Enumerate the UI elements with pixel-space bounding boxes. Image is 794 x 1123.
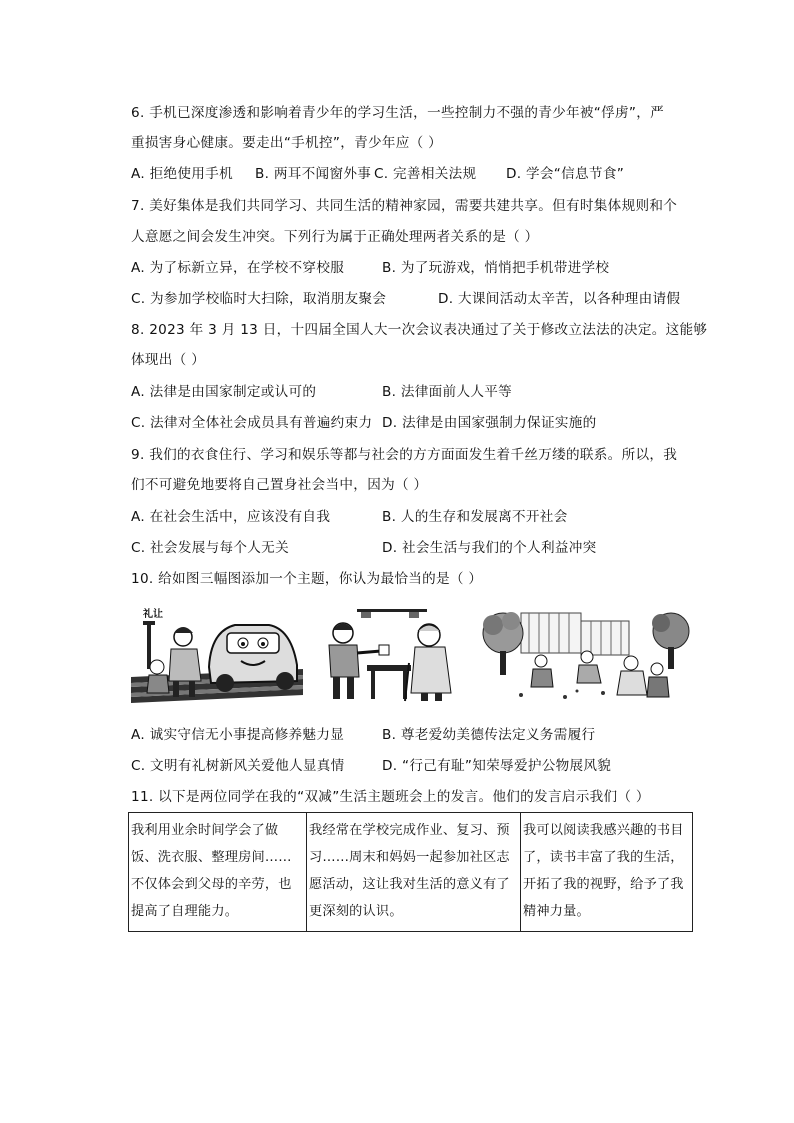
q6-option-b[interactable]: B. 两耳不闻窗外事 — [255, 166, 372, 182]
q8-option-a[interactable]: A. 法律是由国家制定或认可的 — [131, 384, 317, 400]
q6-option-d[interactable]: D. 学会“信息节食” — [506, 166, 625, 182]
q10-option-b[interactable]: B. 尊老爱幼美德传法定义务需履行 — [382, 727, 596, 743]
q11-stem: 11. 以下是两位同学在我的“双减”生活主题班会上的发言。他们的发言启示我们（ ） — [131, 789, 650, 805]
q11-statements-table — [128, 812, 693, 932]
q9-option-a[interactable]: A. 在社会生活中，应该没有自我 — [131, 509, 331, 525]
statement-cell-1: 我利用业余时间学会了做饭、洗衣服、整理房间……不仅体会到父母的辛劳，也提高了自理能力。 — [129, 813, 307, 932]
q6-option-c[interactable]: C. 完善相关法规 — [374, 166, 477, 182]
figure-help-elderly — [321, 603, 461, 705]
q10-option-a[interactable]: A. 诚实守信无小事提高修养魅力显 — [131, 727, 345, 743]
q7-option-b[interactable]: B. 为了玩游戏，悄悄把手机带进学校 — [382, 260, 610, 276]
q6-option-a[interactable]: A. 拒绝使用手机 — [131, 166, 233, 182]
table-row — [129, 813, 693, 932]
q10-option-c[interactable]: C. 文明有礼树新风关爱他人显真情 — [131, 758, 345, 774]
statement-cell-2: 我经常在学校完成作业、复习、预习……周末和妈妈一起参加社区志愿活动，这让我对生活的意义有了更深刻的认识。 — [307, 813, 521, 932]
figure-crosswalk-car — [131, 603, 303, 705]
q8-option-d[interactable]: D. 法律是由国家强制力保证实施的 — [382, 415, 597, 431]
q8-stem-line2: 体现出（ ） — [131, 352, 206, 368]
q9-option-d[interactable]: D. 社会生活与我们的个人利益冲突 — [382, 540, 597, 556]
q9-option-c[interactable]: C. 社会发展与每个人无关 — [131, 540, 289, 556]
q10-option-d[interactable]: D. “行己有耻”知荣辱爱护公物展风貌 — [382, 758, 612, 774]
q7-stem-line1: 7. 美好集体是我们共同学习、共同生活的精神家园，需要共建共享。但有时集体规则和个 — [131, 198, 678, 214]
q9-stem-line1: 9. 我们的衣食住行、学习和娱乐等都与社会的方方面面发生着千丝万缕的联系。所以，我 — [131, 447, 678, 463]
q7-option-d[interactable]: D. 大课间活动太辛苦，以各种理由请假 — [438, 291, 681, 307]
statement-cell-3: 我可以阅读我感兴趣的书目了，读书丰富了我的生活，开拓了我的视野，给予了我精神力量。 — [521, 813, 693, 932]
q7-option-a[interactable]: A. 为了标新立异，在学校不穿校服 — [131, 260, 345, 276]
q9-option-b[interactable]: B. 人的生存和发展离不开社会 — [382, 509, 568, 525]
q7-stem-line2: 人意愿之间会发生冲突。下列行为属于正确处理两者关系的是（ ） — [131, 229, 539, 245]
q8-option-b[interactable]: B. 法律面前人人平等 — [382, 384, 513, 400]
q7-option-c[interactable]: C. 为参加学校临时大扫除，取消朋友聚会 — [131, 291, 387, 307]
q10-figures — [131, 603, 691, 705]
q8-stem-line1: 8. 2023 年 3 月 13 日，十四届全国人大一次会议表决通过了关于修改立法法的决定。这能够 — [131, 322, 708, 338]
q9-stem-line2: 们不可避免地要将自己置身社会当中，因为（ ） — [131, 477, 428, 493]
figure-park-planting — [481, 603, 691, 705]
q10-stem: 10. 给如图三幅图添加一个主题，你认为最恰当的是（ ） — [131, 571, 483, 587]
q6-stem-line1: 6. 手机已深度渗透和影响着青少年的学习生活，一些控制力不强的青少年被“俘虏”，严 — [131, 105, 665, 121]
q8-option-c[interactable]: C. 法律对全体社会成员具有普遍约束力 — [131, 415, 373, 431]
figure1-sign-text: 礼让 — [143, 609, 163, 620]
q6-stem-line2: 重损害身心健康。要走出“手机控”，青少年应（ ） — [131, 135, 443, 151]
